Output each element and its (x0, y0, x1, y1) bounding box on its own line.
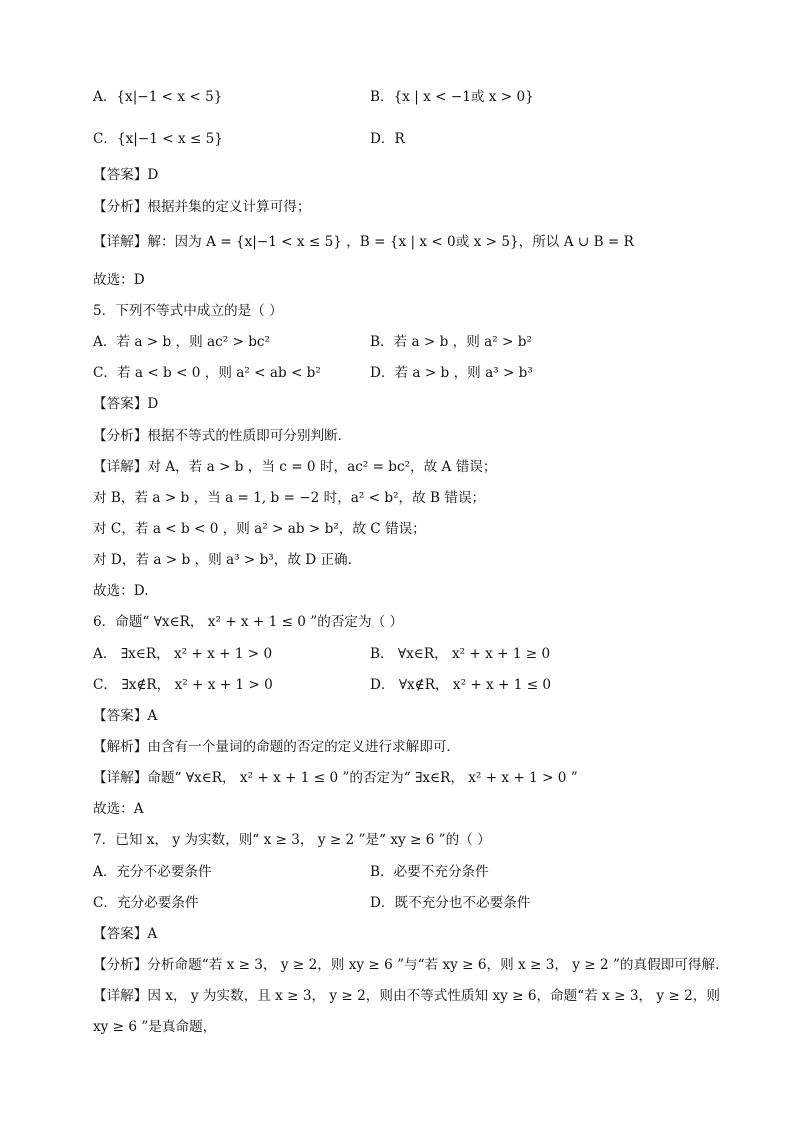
text-line: C．充分必要条件 (93, 895, 199, 911)
text-line: C．若 a < b < 0 ，则 a² < ab < b² (93, 365, 321, 381)
text-line: B．必要不充分条件 (370, 864, 489, 880)
text-line: 【答案】A (93, 926, 158, 942)
text-line: B． ∀x∈R， x² + x + 1 ≥ 0 (370, 646, 551, 662)
text-line: D．R (370, 131, 405, 147)
text-line: D．若 a > b ，则 a³ > b³ (370, 365, 533, 381)
text-line: A．若 a > b ，则 ac² > bc² (93, 334, 270, 350)
text-line: C． ∃x∉R， x² + x + 1 > 0 (93, 677, 273, 693)
text-line: 【答案】A (93, 708, 158, 724)
text-line: 对 D，若 a > b ，则 a³ > b³，故 D 正确. (93, 552, 352, 568)
text-line: 【解析】由含有一个量词的命题的否定的定义进行求解即可． (93, 739, 461, 755)
text-line: B．若 a > b ，则 a² > b² (370, 334, 532, 350)
text-line: 故选：D (93, 272, 145, 288)
text-line: 故选：D. (93, 583, 149, 599)
text-line: 【详解】命题“ ∀x∈R， x² + x + 1 ≤ 0 ”的否定为“ ∃x∈R， x² + x + 1 > 0 ” (93, 770, 578, 786)
text-line: A．充分不必要条件 (93, 864, 212, 880)
text-line: C．{x|−1 < x ≤ 5} (93, 131, 223, 147)
text-line: 【分析】分析命题“若 x ≥ 3， y ≥ 2，则 xy ≥ 6 ”与“若 xy ≥ 6，则 x ≥ 3， y ≥ 2 ”的真假即可得解. (93, 957, 720, 973)
text-line: 7．已知 x， y 为实数，则“ x ≥ 3， y ≥ 2 ”是“ xy ≥ 6 ”的（ ） (93, 832, 491, 848)
text-line: 【答案】D (93, 396, 159, 412)
text-line: 【详解】解：因为 A = {x|−1 < x ≤ 5} ，B = {x | x < 0或 x > 5}，所以 A ∪ B = R (93, 234, 634, 250)
text-line: D． ∀x∉R， x² + x + 1 ≤ 0 (370, 677, 552, 693)
text-line: B．{x | x < −1或 x > 0} (370, 89, 534, 105)
text-line: 故选：A (93, 801, 144, 817)
text-line: 【分析】根据并集的定义计算可得； (93, 199, 311, 215)
text-line: A．{x|−1 < x < 5} (93, 89, 223, 105)
text-line: 【详解】因 x， y 为实数，且 x ≥ 3， y ≥ 2，则由不等式性质知 xy ≥ 6，命题“若 x ≥ 3， y ≥ 2，则 (93, 988, 720, 1004)
text-line: D．既不充分也不必要条件 (370, 895, 531, 911)
text-line: 【详解】对 A，若 a > b ，当 c = 0 时，ac² = bc²，故 A 错误； (93, 459, 497, 475)
text-line: 【分析】根据不等式的性质即可分别判断. (93, 428, 343, 444)
text-line: 对 C，若 a < b < 0 ，则 a² > ab > b²，故 C 错误； (93, 521, 426, 537)
text-line: 对 B，若 a > b ，当 a = 1, b = −2 时，a² < b²，故 B 错误； (93, 490, 486, 506)
text-line: 6．命题“ ∀x∈R， x² + x + 1 ≤ 0 ”的否定为（ ） (93, 614, 404, 630)
text-line: xy ≥ 6 ”是真命题， (93, 1019, 217, 1035)
text-line: 5．下列不等式中成立的是（ ） (93, 303, 283, 319)
text-line: 【答案】D (93, 167, 159, 183)
text-line: A． ∃x∈R， x² + x + 1 > 0 (93, 646, 273, 662)
